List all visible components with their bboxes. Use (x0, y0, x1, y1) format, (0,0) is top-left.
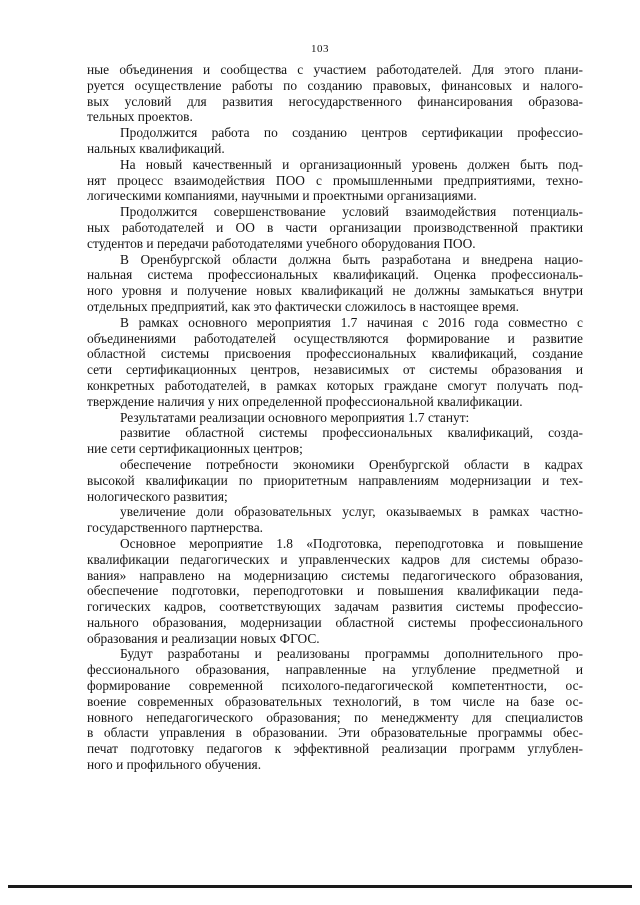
text-line: нят процесс взаимодействия ПОО с промышленными предприятиями, техно- (87, 172, 583, 188)
text-line: сети сертификационных центров, независимых от системы образования и (87, 362, 583, 378)
text-line: ные объединения и сообщества с участием работодателей. Для этого плани- (87, 62, 583, 77)
text-line: Будут разработаны и реализованы программы дополнительного про- (120, 646, 583, 662)
text-line: На новый качественный и организационный уровень должен быть под- (120, 156, 583, 172)
text-line: образования и реализации новых ФГОС. (87, 630, 320, 646)
text-line: отдельных предприятий, как это фактически сложилось в настоящее время. (87, 298, 519, 314)
paragraph (87, 204, 583, 251)
text-line: ние сети сертификационных центров; (87, 441, 303, 457)
text-line: нологического развития; (87, 488, 228, 504)
paragraph (87, 536, 583, 647)
text-line: Основное мероприятие 1.8 «Подготовка, переподготовка и повышение (120, 535, 583, 551)
text-line: ного и профильного обучения. (87, 757, 262, 773)
text-line: нальных квалификаций. (87, 140, 225, 156)
text-line: тверждение наличия у них определенной профессиональной квалификации. (87, 393, 523, 409)
text-line: государственного партнерства. (87, 520, 263, 536)
body-text (87, 62, 583, 773)
text-line: В рамках основного мероприятия 1.7 начиная с 2016 года совместно с (120, 314, 583, 330)
text-line: квалификации педагогических и управленческих кадров для системы образо- (87, 551, 583, 567)
paragraph (87, 410, 583, 426)
text-line: студентов и передачи работодателями учебного оборудования ПОО. (87, 235, 476, 251)
text-line: вания» направлено на модернизацию системы педагогического образования, (87, 567, 583, 583)
text-line: высокой квалификации по приоритетным направлениям модернизации и тех- (87, 472, 583, 488)
text-line: обеспечение подготовки, переподготовки и повышения квалификации педа- (87, 583, 583, 599)
text-line: вых условий для развития негосударственного финансирования образова- (87, 93, 583, 109)
text-line: гогических кадров, соответствующих задачам развития системы профессио- (87, 599, 583, 615)
text-line: объединениями работодателей осуществляются формирование и развитие (87, 330, 583, 346)
text-line: областной системы присвоения профессиональных квалификаций, создание (87, 346, 583, 362)
text-line: фессионального образования, направленные на углубление предметной и (87, 662, 583, 678)
text-line: руется осуществление работы по созданию правовых, финансовых и налого- (87, 77, 583, 93)
text-line: печат подготовку педагогов к эффективной реализации программ углублен- (87, 741, 583, 757)
text-line: обеспечение потребности экономики Оренбургской области в кадрах (120, 456, 583, 472)
text-line: развитие областной системы профессиональных квалификаций, созда- (120, 425, 583, 441)
paragraph (87, 157, 583, 204)
text-line: формирование современной психолого-педагогической компетентности, ос- (87, 678, 583, 694)
paragraph (87, 646, 583, 772)
text-line: в области управления в образовании. Эти образовательные программы обес- (87, 725, 583, 741)
text-line: Продолжится совершенствование условий взаимодействия потенциаль- (120, 204, 583, 220)
text-line: нальная система профессиональных квалификаций. Оценка профессиональ- (87, 267, 583, 283)
text-line: В Оренбургской области должна быть разработана и внедрена нацио- (120, 251, 583, 267)
paragraph (87, 62, 583, 125)
bottom-rule (8, 885, 632, 888)
paragraph (87, 425, 583, 457)
text-line: увеличение доли образовательных услуг, оказываемых в рамках частно- (120, 504, 583, 520)
text-line: логическими компаниями, научными и проектными организациями. (87, 188, 477, 204)
text-line: новного непедагогического образования; по менеджменту для специалистов (87, 709, 583, 725)
paragraph (87, 315, 583, 410)
text-line: Результатами реализации основного мероприятия 1.7 станут: (120, 409, 470, 425)
text-line: Продолжится работа по созданию центров сертификации профессио- (120, 125, 583, 141)
text-line: конкретных работодателей, в рамках которых граждане смогут получать под- (87, 377, 583, 393)
paragraph (87, 457, 583, 504)
text-line: нального образования, модернизации областной системы профессионального (87, 614, 583, 630)
page-number: 103 (311, 43, 329, 55)
text-line: ного уровня и получение новых квалификаций не должны замыкаться внутри (87, 283, 583, 299)
paragraph (87, 252, 583, 315)
text-line: ных работодателей и ОО в части организации производственной практики (87, 219, 583, 235)
paragraph (87, 125, 583, 157)
text-line: тельных проектов. (87, 109, 193, 125)
paragraph (87, 504, 583, 536)
text-line: воение современных образовательных технологий, в том числе на базе ос- (87, 693, 583, 709)
